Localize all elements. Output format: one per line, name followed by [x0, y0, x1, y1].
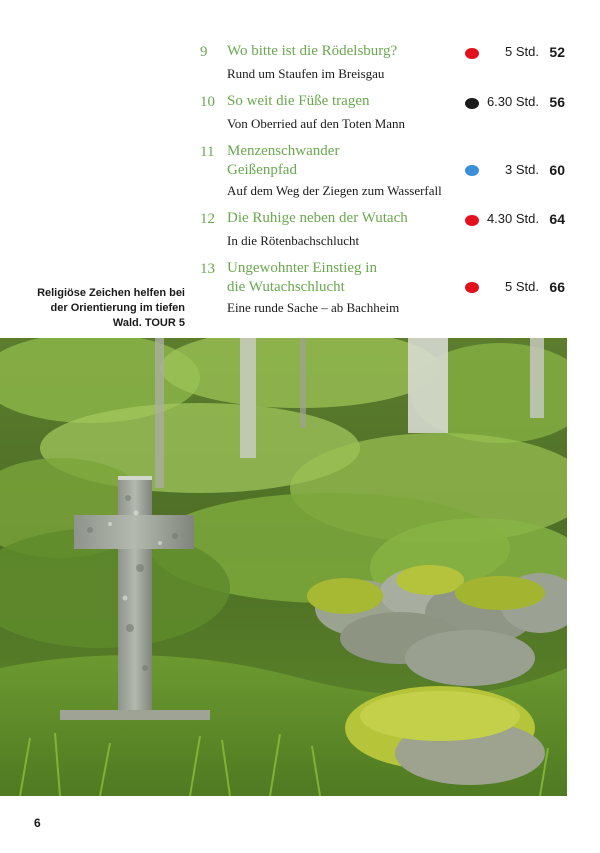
tour-duration: 5 Std. — [505, 279, 539, 294]
difficulty-dot — [465, 48, 479, 59]
tour-number: 13 — [200, 261, 215, 277]
page-reference: 60 — [549, 162, 565, 178]
page-reference: 52 — [549, 44, 565, 60]
difficulty-dot — [465, 165, 479, 176]
page-reference: 56 — [549, 94, 565, 110]
tour-subtitle: Eine runde Sache – ab Bachheim — [227, 300, 400, 315]
tour-duration: 5 Std. — [505, 44, 539, 59]
tour-duration: 3 Std. — [505, 162, 539, 177]
tour-title: Ungewohnter Einstieg in die Wutachschlucht — [227, 260, 377, 295]
toc-entry-9[interactable] — [197, 42, 569, 86]
tour-duration: 4.30 Std. — [486, 211, 539, 226]
difficulty-dot — [465, 282, 479, 293]
tour-title: Die Ruhige neben der Wutach — [227, 210, 408, 226]
toc-entry-13[interactable] — [197, 259, 569, 319]
tour-subtitle: In die Rötenbachschlucht — [227, 233, 360, 248]
tour-title: Wo bitte ist die Rödelsburg? — [227, 43, 398, 59]
page-number: 6 — [34, 816, 41, 830]
tour-number: 11 — [200, 144, 215, 160]
tour-title: Menzenschwander Geißenpfad — [227, 143, 340, 178]
tour-subtitle: Auf dem Weg der Ziegen zum Wasserfall — [227, 183, 442, 198]
forest-cross-photo — [0, 338, 567, 796]
toc-entry-10[interactable] — [197, 92, 569, 136]
photo-caption: Religiöse Zeichen helfen bei der Orientierung im tiefen Wald. TOUR 5 — [37, 287, 185, 329]
difficulty-dot — [465, 98, 479, 109]
tour-number: 9 — [200, 44, 208, 60]
difficulty-dot — [465, 215, 479, 226]
tour-number: 10 — [200, 94, 215, 110]
tour-duration: 6.30 Std. — [486, 94, 539, 109]
tour-subtitle: Von Oberried auf den Toten Mann — [227, 116, 406, 131]
tour-subtitle: Rund um Staufen im Breisgau — [227, 66, 385, 81]
toc-entry-11[interactable] — [197, 142, 569, 200]
page-reference: 64 — [549, 211, 565, 227]
page-reference: 66 — [549, 279, 565, 295]
tour-number: 12 — [200, 211, 215, 227]
tour-title: So weit die Füße tragen — [227, 93, 370, 109]
toc-entry-12[interactable] — [197, 209, 569, 253]
